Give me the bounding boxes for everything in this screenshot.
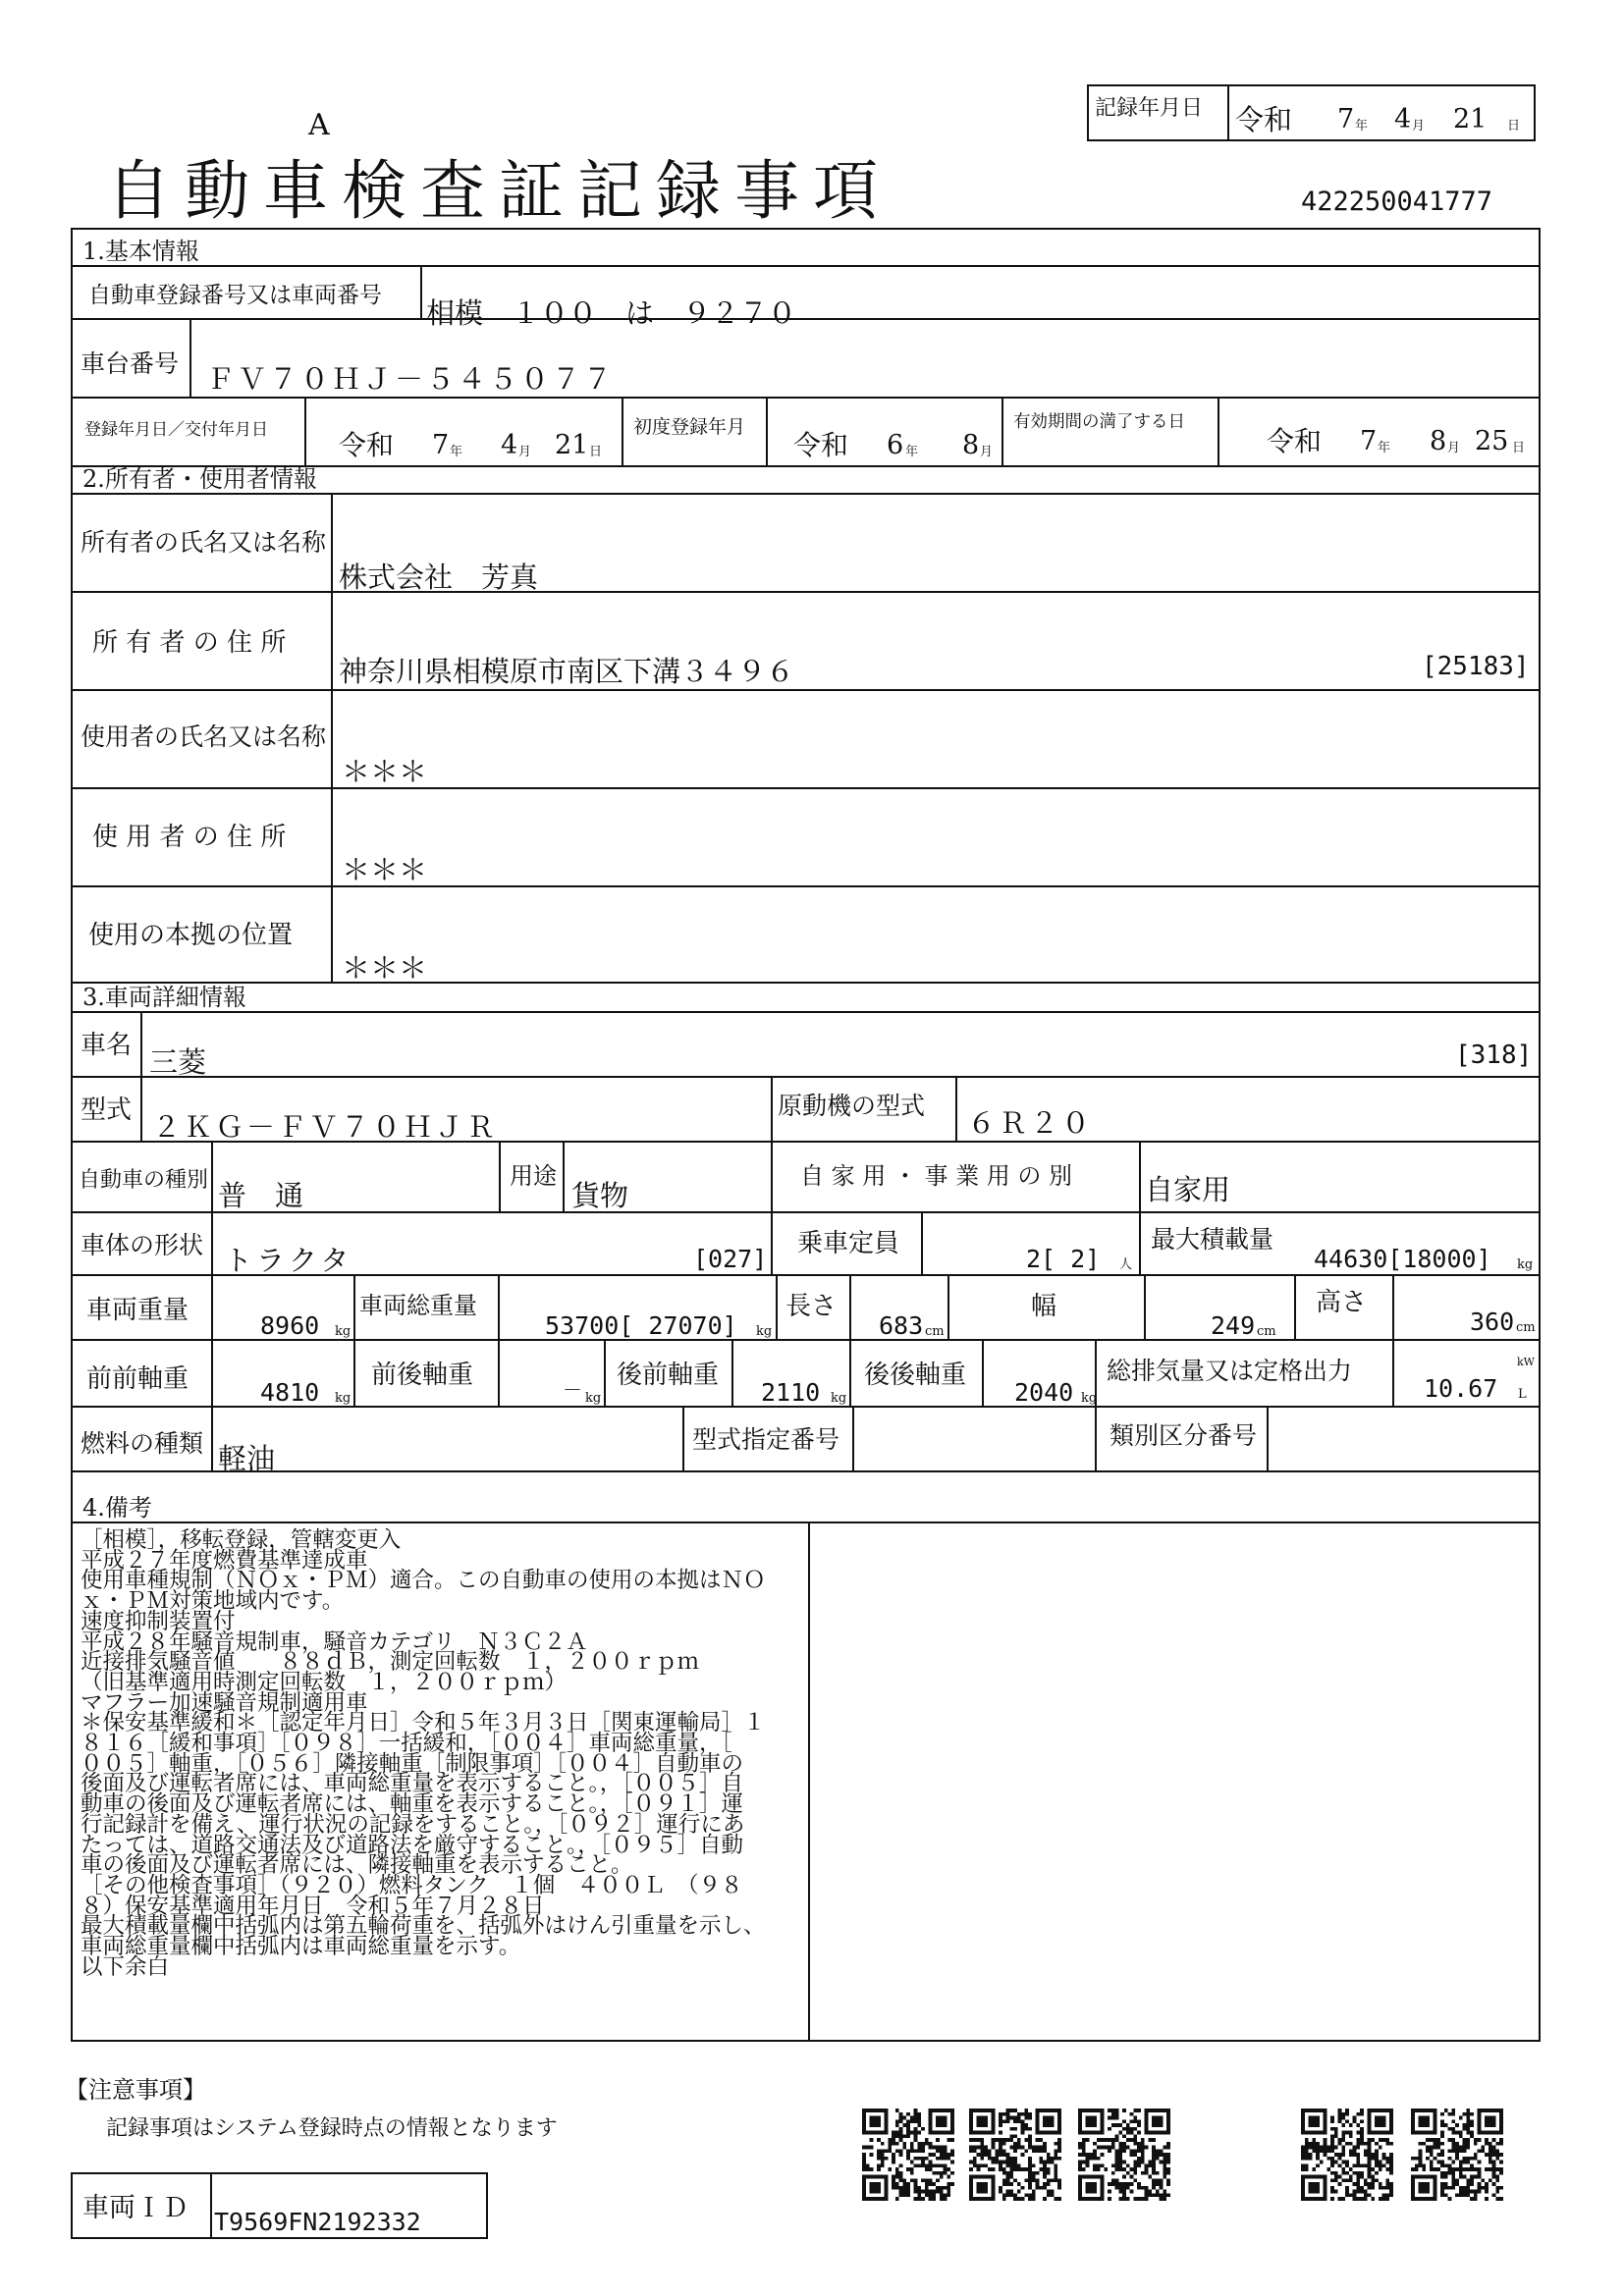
displacement-label: 総排気量又は定格出力 [1107,1357,1353,1385]
rr-axle-unit: kg [1081,1391,1098,1406]
remarks-line: たっては、道路交通法及び道路法を厳守すること。，［０９５］自動 [81,1832,744,1858]
remarks-line: 後面及び運転者席には、車両総重量を表示すること。，［００５］自 [81,1771,744,1797]
fr-axle: － [563,1378,582,1402]
remarks-line: 使用車種規制（ＮＯｘ・ＰＭ）適合。この自動車の使用の本拠はＮＯ [81,1568,766,1594]
type-label: 自動車の種別 [79,1168,209,1193]
remarks-line: ［その他検査事項］（９２０）燃料タンク １個 ４００Ｌ （９８ [81,1872,743,1898]
expiry-day: 25 [1475,426,1509,456]
reg-date-year: 7 [432,430,450,460]
document-number: 422250041777 [1301,187,1493,217]
purpose-label: 用途 [510,1162,557,1190]
make-code: [318] [1455,1041,1533,1070]
remarks-line: 動車の後面及び運転者席には、軸重を表示すること。，［０９１］運 [81,1791,744,1818]
first-reg-year-unit: 年 [905,445,919,459]
width: 249 [1211,1311,1256,1340]
base-location-label: 使用の本拠の位置 [88,921,294,950]
width-label: 幅 [1031,1292,1057,1321]
reg-date-month: 4 [501,430,518,460]
owner-address-label: 所 有 者 の 住 所 [92,628,287,658]
qr-code-4 [1301,2109,1393,2201]
length-label: 長さ [785,1292,838,1321]
reg-date-label: 登録年月日／交付年月日 [84,420,268,440]
purpose: 貨物 [571,1179,629,1212]
expiry-era: 令和 [1267,425,1323,457]
owner-name-label: 所有者の氏名又は名称 [81,528,327,557]
remarks-line: （旧基準適用時測定回転数 １，２００ｒｐｍ） [81,1669,568,1695]
user-address: ＊＊＊ [342,853,428,886]
remarks-line: 最大積載量欄中括弧内は第五輪荷重を、括弧外はけん引重量を示し、 [81,1913,766,1940]
capacity: 2[ 2] [1026,1245,1101,1273]
section3-header: 3.車両詳細情報 [82,984,246,1011]
rr-axle-label: 後後軸重 [864,1361,967,1390]
rf-axle-label: 後前軸重 [617,1361,720,1390]
remarks-line: 速度抑制装置付 [81,1608,236,1634]
qr-code-3 [1078,2109,1170,2201]
fuel-label: 燃料の種類 [81,1429,204,1458]
record-date-year-unit: 年 [1355,119,1369,133]
section4-header: 4.備考 [82,1494,152,1522]
vehicle-weight-unit: kg [335,1324,352,1339]
vehicle-weight: 8960 [260,1311,320,1340]
remarks-line: マフラー加速騒音規制適用車 [81,1689,368,1716]
remarks-line: 車両総重量欄中括弧内は車両総重量を示す。 [81,1934,521,1959]
make-label: 車名 [81,1031,133,1060]
first-reg-era: 令和 [793,429,849,461]
length-unit: cm [925,1324,945,1339]
ff-axle-unit: kg [335,1391,352,1406]
remarks-line: 平成２７年度燃費基準達成車 [81,1547,368,1574]
notes-text: 記録事項はシステム登録時点の情報となります [106,2116,558,2141]
remarks-line: 行記録計を備え、運行状況の記録をすること。，［０９２］運行にあ [81,1811,745,1838]
height-unit: cm [1516,1320,1536,1335]
gross-weight-label: 車両総重量 [359,1292,477,1319]
max-load-unit: kg [1517,1257,1534,1272]
record-date-year: 7 [1337,104,1355,134]
l-unit: L [1518,1387,1527,1402]
first-reg-month: 8 [962,430,980,460]
letter-a: A [308,108,330,142]
capacity-unit: 人 [1119,1257,1133,1272]
user-name-label: 使用者の氏名又は名称 [81,722,327,751]
reg-date-day: 21 [555,430,589,460]
remarks-line: ８１６［緩和事項］［０９８］一括緩和，［００４］車両総重量，［ [81,1731,732,1756]
section2-header: 2.所有者・使用者情報 [82,465,317,493]
length: 683 [879,1311,924,1340]
reg-date-year-unit: 年 [450,445,463,459]
expiry-year: 7 [1360,426,1378,456]
chassis-value: ＦＶ７０ＨＪ－５４５０７７ [206,362,616,396]
qr-code-2 [969,2109,1061,2201]
fr-axle-label: 前後軸重 [371,1361,474,1390]
remarks-line: ｘ・ＰＭ対策地域内です。 [81,1588,345,1615]
model-label: 型式 [81,1095,133,1125]
model: ２ＫＧ－ＦＶ７０ＨＪＲ [152,1110,499,1144]
type: 普 通 [218,1179,304,1212]
user-address-label: 使 用 者 の 住 所 [92,823,287,852]
gross-weight: 53700[ 27070] [545,1311,737,1340]
registration-label: 自動車登録番号又は車両番号 [88,283,382,308]
vehicle-weight-label: 車両重量 [86,1296,189,1325]
use: 自家用 [1145,1173,1231,1206]
record-date-label: 記録年月日 [1095,96,1204,121]
fuel: 軽油 [218,1442,276,1475]
qr-code-1 [862,2109,954,2201]
record-date-day-unit: 日 [1507,119,1521,133]
rf-axle-unit: kg [831,1391,847,1406]
remarks-line: ［相模］，移転登録，管轄変更入 [81,1527,402,1553]
owner-address-code: [25183] [1422,652,1530,681]
expiry-day-unit: 日 [1512,441,1526,455]
remarks-line: 平成２８年騒音規制車，騒音カテゴリ Ｎ３Ｃ２Ａ [81,1629,588,1655]
first-reg-label: 初度登録年月 [633,416,746,438]
expiry-year-unit: 年 [1378,441,1391,455]
make: 三菱 [149,1045,207,1079]
record-date-era: 令和 [1235,103,1293,136]
user-name: ＊＊＊ [342,755,428,788]
ff-axle-label: 前前軸重 [86,1364,189,1394]
owner-address: 神奈川県相模原市南区下溝３４９６ [339,655,795,688]
remarks-line: 近接排気騒音値 ８８ｄＢ，測定回転数 １，２００ｒｐｍ [81,1649,700,1676]
ff-axle: 4810 [260,1378,320,1407]
qr-code-5 [1411,2109,1503,2201]
notes-header: 【注意事項】 [65,2076,206,2104]
expiry-label: 有効期間の満了する日 [1013,412,1185,432]
remarks-line: ＊保安基準緩和＊［認定年月日］令和５年３月３日［関東運輸局］１ [81,1710,766,1736]
registration-value: 相模 １００ は ９２７０ [426,296,797,330]
remarks-line: ００５］軸重，［０５６］隣接軸重［制限事項］［００４］自動車の [81,1750,744,1777]
record-date-day: 21 [1453,104,1488,134]
record-date-month-unit: 月 [1412,119,1426,133]
engine-label: 原動機の型式 [778,1092,926,1120]
section1-header: 1.基本情報 [82,238,199,265]
remarks-line: ８）保安基準適用年月日 令和５年７月２８日 [81,1893,545,1919]
expiry-month: 8 [1430,426,1447,456]
type-designation-label: 型式指定番号 [692,1425,840,1454]
max-load: 44630[18000] [1314,1245,1491,1273]
gross-weight-unit: kg [756,1324,773,1339]
body: トラクタ [224,1244,353,1277]
fr-axle-unit: kg [585,1391,602,1406]
body-label: 車体の形状 [81,1231,204,1259]
first-reg-month-unit: 月 [980,445,994,459]
rf-axle: 2110 [761,1378,821,1407]
height-label: 高さ [1316,1288,1368,1317]
page-title: 自動車検査証記録事項 [106,153,892,229]
chassis-label: 車台番号 [81,349,180,378]
engine: ６Ｒ２０ [967,1106,1094,1140]
body-code: [027] [693,1245,768,1273]
displacement: 10.67 [1424,1374,1498,1403]
first-reg-year: 6 [887,430,904,460]
category-label: 類別区分番号 [1110,1421,1258,1450]
reg-date-month-unit: 月 [518,445,532,459]
height: 360 [1470,1308,1515,1336]
expiry-month-unit: 月 [1447,441,1461,455]
width-unit: cm [1257,1324,1276,1339]
rr-axle: 2040 [1014,1378,1074,1407]
capacity-label: 乗車定員 [797,1229,900,1258]
kw-unit: kW [1517,1356,1535,1368]
use-label: 自 家 用 ・ 事 業 用 の 別 [800,1162,1073,1190]
remarks-line: 車の後面及び運転者席には、隣接軸重を表示すること。 [81,1852,633,1879]
owner-name: 株式会社 芳真 [339,561,539,594]
remarks-line: 以下余白 [81,1953,170,1980]
max-load-label: 最大積載量 [1151,1225,1274,1254]
vehicle-id-value: T9569FN2192332 [214,2208,421,2236]
record-date-month: 4 [1394,104,1412,134]
reg-date-day-unit: 日 [589,445,603,459]
reg-date-era: 令和 [339,429,395,461]
base-location: ＊＊＊ [342,951,428,985]
vehicle-id-label: 車両ＩＤ [82,2193,189,2223]
